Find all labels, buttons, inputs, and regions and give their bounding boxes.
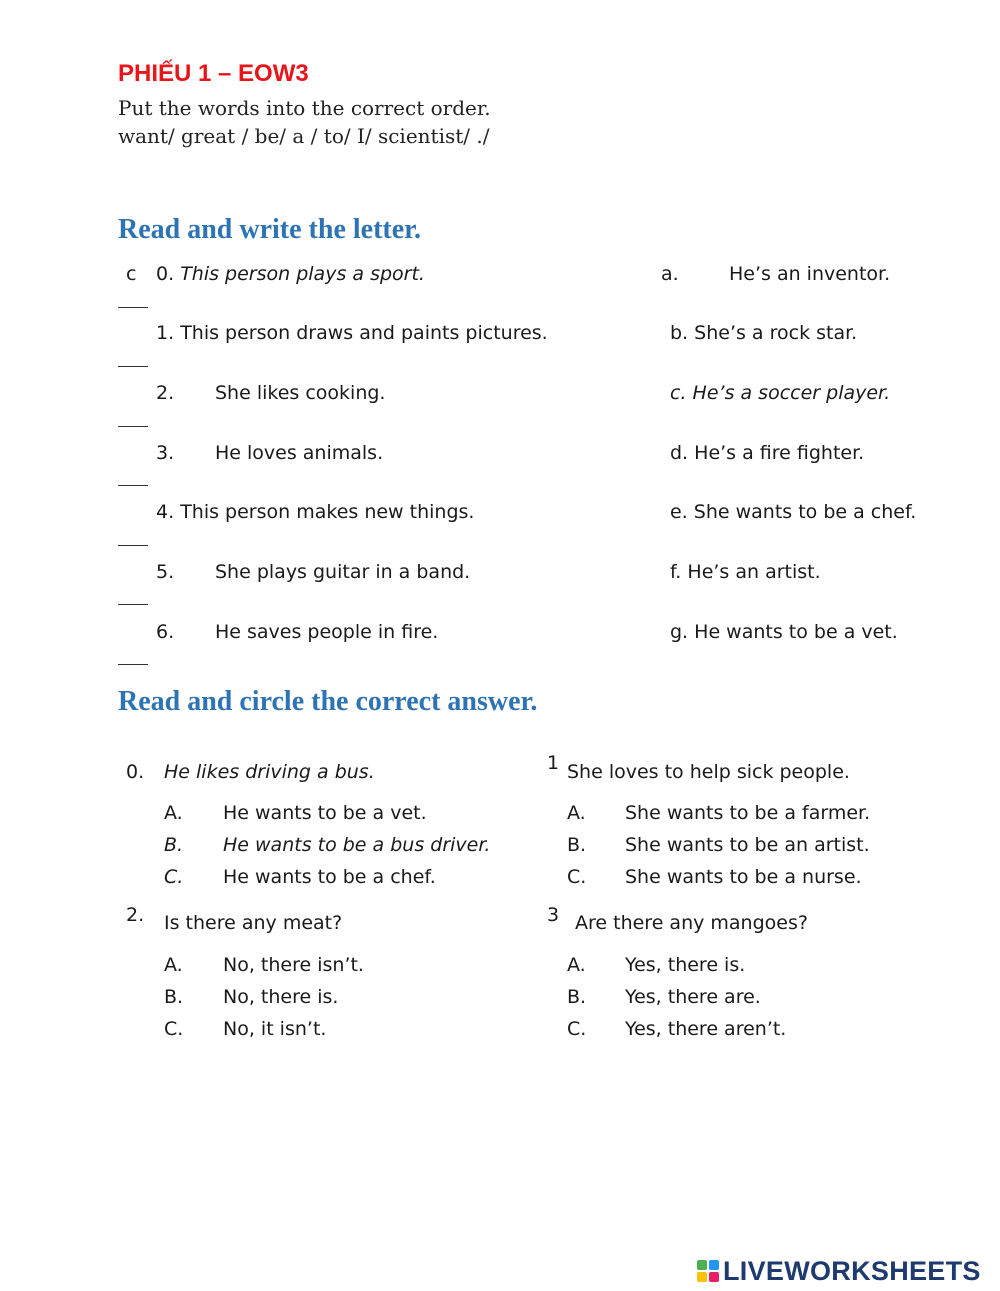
liveworksheets-logo-icon: [697, 1260, 719, 1282]
liveworksheets-logo[interactable]: [697, 1256, 981, 1286]
option-text: She wants to be a nurse.: [625, 866, 862, 888]
match-right-item-f: [670, 561, 821, 583]
item-number: 6.: [156, 621, 175, 643]
logo-square: [709, 1260, 719, 1270]
answer-blank-4[interactable]: [118, 545, 148, 546]
match-left-item-2: [156, 382, 386, 404]
option-text: Yes, there is.: [625, 954, 746, 976]
match-left-item-1: [156, 322, 548, 344]
option-text: She wants to be an artist.: [625, 834, 870, 856]
match-left-item-3: [156, 442, 384, 464]
option-2-a[interactable]: [164, 954, 364, 976]
item-letter: f.: [670, 561, 682, 583]
option-letter: C.: [567, 1018, 587, 1040]
section-heading-match: Read and write the letter.: [118, 214, 422, 245]
option-text: He wants to be a bus driver.: [223, 834, 491, 856]
option-letter: B.: [164, 834, 184, 856]
match-right-item-e: [670, 501, 916, 523]
item-number: 1.: [156, 322, 175, 344]
item-text: He’s an inventor.: [729, 263, 891, 285]
option-text: No, there is.: [223, 986, 339, 1008]
match-left-item-6: [156, 621, 439, 643]
option-2-b[interactable]: [164, 986, 339, 1008]
answer-blank-3[interactable]: [118, 485, 148, 486]
option-1-a[interactable]: [567, 802, 871, 824]
option-letter: C.: [164, 866, 184, 888]
item-text: He loves animals.: [215, 442, 384, 464]
match-right-item-c: [670, 382, 890, 404]
option-3-a[interactable]: [567, 954, 746, 976]
logo-square: [709, 1272, 719, 1282]
item-text: He saves people in fire.: [215, 621, 439, 643]
match-left-item-5: [156, 561, 471, 583]
answer-blank-1[interactable]: [118, 366, 148, 367]
question-2-text: Is there any meat?: [164, 912, 343, 934]
option-0-c[interactable]: [164, 866, 436, 888]
question-3-number: 3: [547, 904, 560, 926]
option-0-b[interactable]: [164, 834, 491, 856]
item-text: She plays guitar in a band.: [215, 561, 471, 583]
item-number: 5.: [156, 561, 175, 583]
question-1-number: 1: [547, 752, 560, 774]
item-text: She likes cooking.: [215, 382, 386, 404]
question-2-number: 2.: [126, 904, 145, 926]
item-text: She wants to be a chef.: [693, 501, 917, 523]
item-letter: a.: [661, 263, 679, 285]
item-number: 0.: [156, 263, 175, 285]
option-3-c[interactable]: [567, 1018, 787, 1040]
item-text: He’s a fire fighter.: [694, 442, 865, 464]
item-number: 4.: [156, 501, 175, 523]
item-text: He’s an artist.: [687, 561, 821, 583]
item-letter: c.: [670, 382, 687, 404]
match-right-item-d: [670, 442, 864, 464]
option-letter: A.: [567, 802, 586, 824]
option-letter: A.: [164, 802, 183, 824]
item-letter: d.: [670, 442, 689, 464]
option-1-c[interactable]: [567, 866, 862, 888]
answer-blank-0[interactable]: [118, 307, 148, 308]
option-letter: C.: [567, 866, 587, 888]
match-right-item-a: [661, 263, 891, 285]
option-text: He wants to be a vet.: [223, 802, 427, 824]
question-0-text: He likes driving a bus.: [164, 761, 375, 783]
item-text: This person makes new things.: [180, 501, 475, 523]
option-letter: A.: [567, 954, 586, 976]
option-letter: C.: [164, 1018, 184, 1040]
item-text: He wants to be a vet.: [694, 621, 898, 643]
instruction-text: Put the words into the correct order.: [118, 96, 491, 120]
logo-square: [697, 1260, 707, 1270]
match-left-item-4: [156, 501, 474, 523]
option-letter: B.: [567, 986, 587, 1008]
option-text: Yes, there are.: [625, 986, 761, 1008]
worksheet-title: PHIẾU 1 – EOW3: [118, 60, 309, 87]
scrambled-words: want/ great / be/ a / to/ I/ scientist/ ./: [118, 124, 490, 148]
option-0-a[interactable]: [164, 802, 427, 824]
option-letter: A.: [164, 954, 183, 976]
answer-blank-2[interactable]: [118, 426, 148, 427]
item-number: 3.: [156, 442, 175, 464]
option-2-c[interactable]: [164, 1018, 327, 1040]
match-left-item-0: [156, 263, 425, 285]
question-0-number: 0.: [126, 761, 145, 783]
section-heading-circle: Read and circle the correct answer.: [118, 686, 538, 717]
option-1-b[interactable]: [567, 834, 870, 856]
option-letter: B.: [164, 986, 184, 1008]
answer-blank-6[interactable]: [118, 664, 148, 665]
option-text: Yes, there aren’t.: [625, 1018, 787, 1040]
match-right-item-g: [670, 621, 898, 643]
example-answer: c: [126, 263, 137, 285]
item-number: 2.: [156, 382, 175, 404]
option-3-b[interactable]: [567, 986, 761, 1008]
answer-blank-5[interactable]: [118, 604, 148, 605]
logo-square: [697, 1272, 707, 1282]
logo-text: LIVEWORKSHEETS: [723, 1255, 981, 1286]
option-letter: B.: [567, 834, 587, 856]
item-text: This person plays a sport.: [180, 263, 425, 285]
item-letter: e.: [670, 501, 688, 523]
option-text: She wants to be a farmer.: [625, 802, 871, 824]
option-text: No, there isn’t.: [223, 954, 364, 976]
item-text: This person draws and paints pictures.: [180, 322, 548, 344]
question-3-text: Are there any mangoes?: [575, 912, 808, 934]
option-text: He wants to be a chef.: [223, 866, 436, 888]
item-text: She’s a rock star.: [694, 322, 858, 344]
question-1-text: She loves to help sick people.: [567, 761, 850, 783]
item-letter: g.: [670, 621, 689, 643]
item-letter: b.: [670, 322, 689, 344]
item-text: He’s a soccer player.: [692, 382, 891, 404]
match-right-item-b: [670, 322, 857, 344]
option-text: No, it isn’t.: [223, 1018, 327, 1040]
